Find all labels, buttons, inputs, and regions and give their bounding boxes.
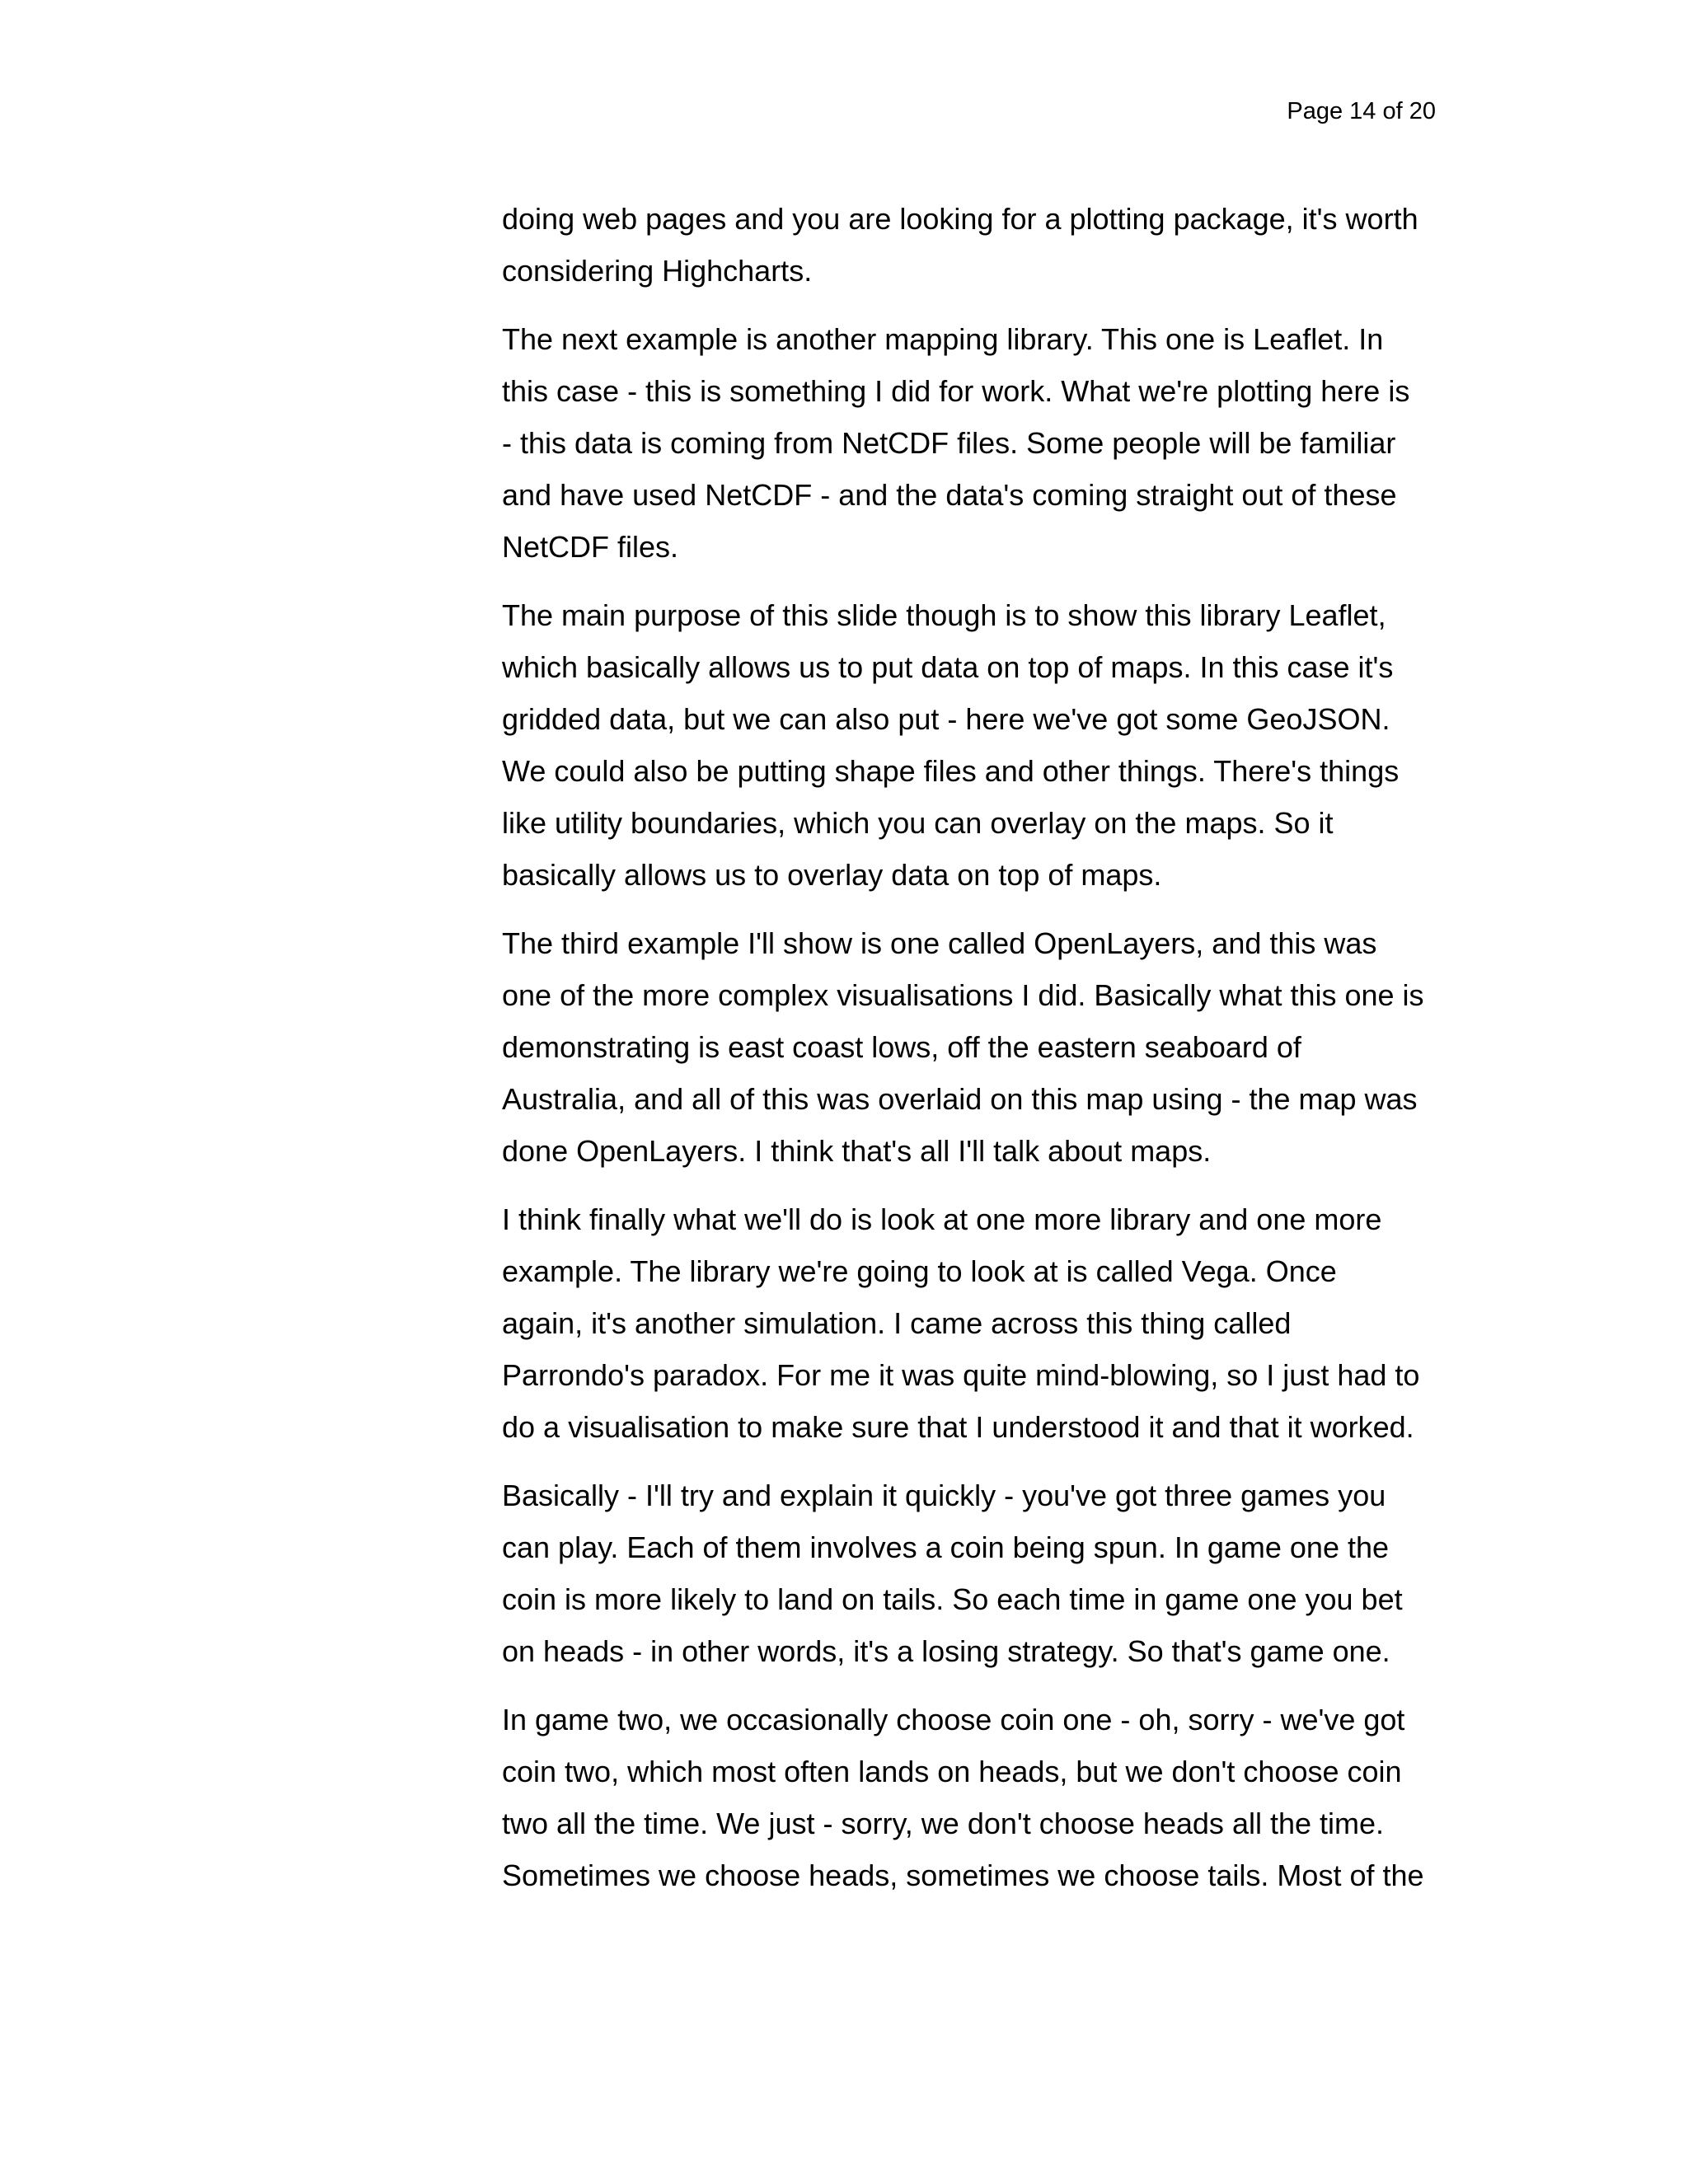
text-line: doing web pages and you are looking for a plotting package, it's worth: [502, 202, 1418, 236]
text-line: demonstrating is east coast lows, off the eastern seaboard of: [502, 1030, 1301, 1064]
text-line: Basically - I'll try and explain it quickly - you've got three games you: [502, 1479, 1386, 1512]
paragraph: [502, 1469, 1442, 1677]
text-line: which basically allows us to put data on top of maps. In this case it's: [502, 650, 1394, 684]
text-line: do a visualisation to make sure that I understood it and that it worked.: [502, 1410, 1414, 1444]
text-line: We could also be putting shape files and other things. There's things: [502, 754, 1400, 788]
text-line: The next example is another mapping library. This one is Leaflet. In: [502, 322, 1384, 356]
text-line: like utility boundaries, which you can overlay on the maps. So it: [502, 806, 1334, 840]
text-line: and have used NetCDF - and the data's coming straight out of these: [502, 478, 1397, 512]
text-line: basically allows us to overlay data on top of maps.: [502, 858, 1162, 892]
text-line: one of the more complex visualisations I did. Basically what this one is: [502, 978, 1424, 1012]
text-line: - this data is coming from NetCDF files. Some people will be familiar: [502, 426, 1396, 460]
text-line: Sometimes we choose heads, sometimes we choose tails. Most of the: [502, 1858, 1424, 1892]
text-line: The third example I'll show is one called OpenLayers, and this was: [502, 926, 1377, 960]
text-line: NetCDF files.: [502, 530, 679, 564]
text-line: two all the time. We just - sorry, we don't choose heads all the time.: [502, 1807, 1385, 1840]
paragraph: [502, 917, 1442, 1177]
text-line: The main purpose of this slide though is to show this library Leaflet,: [502, 598, 1386, 632]
paragraph: [502, 313, 1442, 573]
text-line: Australia, and all of this was overlaid on this map using - the map was: [502, 1082, 1418, 1116]
text-line: considering Highcharts.: [502, 254, 813, 288]
paragraph: [502, 1694, 1442, 1901]
text-line: Parrondo's paradox. For me it was quite mind-blowing, so I just had to: [502, 1358, 1420, 1392]
text-line: In game two, we occasionally choose coin one - oh, sorry - we've got: [502, 1703, 1405, 1736]
paragraph: [502, 193, 1442, 297]
text-line: coin two, which most often lands on heads, but we don't choose coin: [502, 1755, 1402, 1788]
transcript-body: [502, 193, 1442, 1918]
text-line: this case - this is something I did for work. What we're plotting here is: [502, 374, 1410, 408]
page-number: Page 14 of 20: [1287, 98, 1436, 124]
text-line: done OpenLayers. I think that's all I'll talk about maps.: [502, 1134, 1212, 1168]
text-line: on heads - in other words, it's a losing strategy. So that's game one.: [502, 1634, 1390, 1668]
text-line: can play. Each of them involves a coin being spun. In game one the: [502, 1530, 1390, 1564]
text-line: gridded data, but we can also put - here we've got some GeoJSON.: [502, 702, 1390, 736]
text-line: coin is more likely to land on tails. So each time in game one you bet: [502, 1582, 1403, 1616]
text-line: I think finally what we'll do is look at one more library and one more: [502, 1202, 1382, 1236]
paragraph: [502, 1193, 1442, 1453]
text-line: example. The library we're going to look at is called Vega. Once: [502, 1254, 1337, 1288]
text-line: again, it's another simulation. I came across this thing called: [502, 1306, 1292, 1340]
paragraph: [502, 589, 1442, 901]
